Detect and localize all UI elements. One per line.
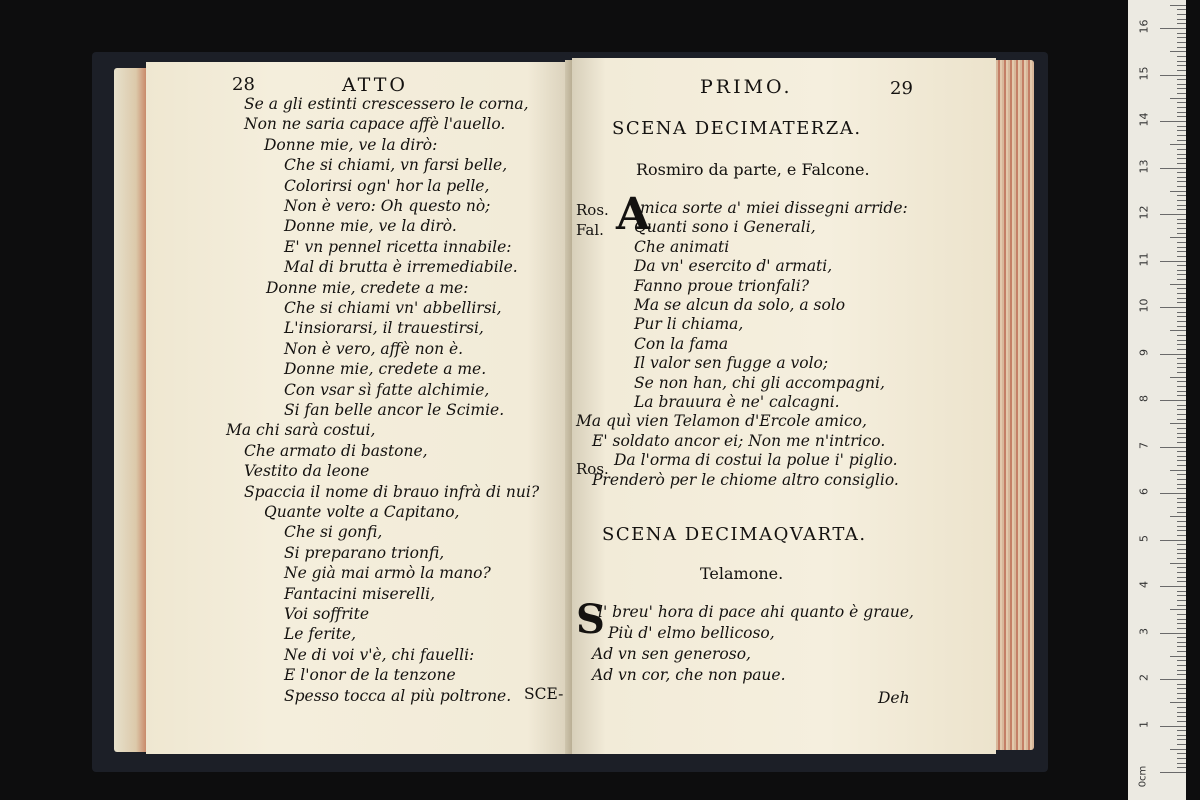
verse-line: E' vn pennel ricetta innabile: (284, 237, 512, 256)
ruler-tick (1177, 567, 1186, 568)
ruler-tick (1170, 749, 1186, 750)
ruler-tick (1170, 98, 1186, 99)
ruler-tick (1177, 9, 1186, 10)
verse-line: La brauura è ne' calcagni. (634, 393, 840, 411)
ruler-tick (1177, 205, 1186, 206)
ruler-tick (1177, 614, 1186, 615)
ruler-tick (1177, 600, 1186, 601)
ruler-label: 4 (1137, 581, 1151, 588)
ruler-tick (1177, 484, 1186, 485)
ruler-tick (1177, 623, 1186, 624)
ruler-tick (1170, 702, 1186, 703)
ruler-tick (1170, 656, 1186, 657)
ruler-tick (1177, 344, 1186, 345)
verse-line: Mal di brutta è irremediabile. (284, 258, 518, 277)
verse-line: Il valor sen fugge a volo; (634, 354, 829, 373)
ruler-tick (1177, 660, 1186, 661)
ruler-tick (1177, 479, 1186, 480)
drop-cap-s: S (576, 596, 605, 643)
ruler-tick (1177, 716, 1186, 717)
ruler-tick (1160, 121, 1186, 122)
ruler-tick (1177, 154, 1186, 155)
ruler-tick (1160, 261, 1186, 262)
ruler-tick (1160, 168, 1186, 169)
verse-line: E' soldato ancor ei; Non me n'intrico. (592, 431, 886, 450)
right-page-stack-edge (990, 60, 1034, 750)
ruler-label: 13 (1137, 159, 1151, 173)
ruler-label: 1 (1137, 720, 1151, 728)
ruler-tick (1177, 646, 1186, 647)
ruler-tick (1177, 451, 1186, 452)
ruler-tick (1177, 405, 1186, 406)
ruler-tick (1177, 549, 1186, 550)
verse-line: Con vsar sì fatte alchimie, (284, 380, 490, 399)
ruler-label: 2 (1137, 674, 1151, 681)
ruler-tick (1177, 163, 1186, 164)
verse-line: Donne mie, ve la dirò: (264, 135, 438, 154)
verse-line: Si fan belle ancor le Scimie. (284, 401, 505, 419)
ruler-tick (1177, 433, 1186, 434)
ruler-tick (1177, 186, 1186, 187)
ruler-tick (1177, 279, 1186, 280)
ruler-tick (1177, 102, 1186, 103)
ruler-tick (1177, 177, 1186, 178)
verse-line: Donne mie, ve la dirò. (284, 217, 457, 236)
ruler-tick (1160, 354, 1186, 355)
ruler-tick (1177, 363, 1186, 364)
ruler-label: 10 (1137, 298, 1151, 313)
ruler-tick (1177, 288, 1186, 289)
ruler-tick (1160, 586, 1186, 587)
ruler-tick (1177, 358, 1186, 359)
ruler-tick (1177, 372, 1186, 373)
verse-line: Con la fama (634, 334, 729, 353)
ruler-tick (1177, 474, 1186, 475)
verse-line: Quanti sono i Generali, (634, 218, 816, 237)
verse-line: Non è vero: Oh questo nò; (284, 197, 491, 215)
ruler-tick (1177, 93, 1186, 94)
verse-line: mica sorte a' miei dissegni arride: (640, 199, 908, 217)
ruler-tick (1177, 767, 1186, 768)
verse-line: Più d' elmo bellicoso, (608, 624, 775, 642)
ruler-tick (1177, 270, 1186, 271)
verse-line: Non è vero, affè non è. (284, 339, 464, 358)
verse-line: Che animati (634, 237, 730, 256)
ruler-tick (1177, 65, 1186, 66)
ruler-tick (1170, 51, 1186, 52)
ruler-tick (1177, 265, 1186, 266)
ruler-tick (1177, 349, 1186, 350)
ruler-tick (1177, 428, 1186, 429)
ruler-tick (1160, 772, 1186, 773)
ruler-tick (1177, 56, 1186, 57)
verse-line: Vestito da leone (244, 462, 370, 481)
ruler-tick (1177, 763, 1186, 764)
ruler-tick (1177, 340, 1186, 341)
verse-line: Prenderò per le chiome altro consiglio. (592, 470, 899, 489)
ruler-tick (1177, 739, 1186, 740)
ruler-tick (1177, 247, 1186, 248)
ruler-tick (1177, 521, 1186, 522)
verse-line: Spesso tocca al più poltrone. (284, 686, 512, 705)
ruler-tick (1177, 251, 1186, 252)
ruler-tick (1177, 135, 1186, 136)
ruler-label: 15 (1137, 66, 1151, 80)
ruler-label: 7 (1137, 441, 1151, 449)
ruler-tick (1177, 753, 1186, 754)
ruler-tick (1160, 540, 1186, 541)
ruler-tick (1170, 5, 1186, 6)
ruler-tick (1170, 330, 1186, 331)
ruler-tick (1177, 274, 1186, 275)
verse-line: Le ferite, (284, 625, 356, 644)
verse-line: Si preparano trionfi, (284, 543, 445, 562)
ruler-tick (1177, 302, 1186, 303)
verse-line: Se a gli estinti crescessero le corna, (244, 95, 529, 113)
ruler-tick (1177, 651, 1186, 652)
drop-cap-a: A (616, 189, 651, 240)
ruler-tick (1177, 130, 1186, 131)
verse-line: Spaccia il nome di brauo infrà di nui? (244, 482, 540, 501)
ruler-tick (1177, 535, 1186, 536)
left-page (146, 62, 570, 754)
ruler-tick (1160, 726, 1186, 727)
ruler-tick (1177, 149, 1186, 150)
verse-line: E l'onor de la tenzone (284, 666, 456, 685)
ruler-tick (1177, 37, 1186, 38)
ruler-tick (1177, 47, 1186, 48)
ruler-tick (1177, 730, 1186, 731)
verse-line: l' breu' hora di pace ahi quanto è graue, (598, 603, 914, 621)
ruler-tick (1177, 628, 1186, 629)
ruler-tick (1177, 707, 1186, 708)
verse-line: Da l'orma di costui la polue i' piglio. (614, 451, 898, 470)
ruler-label: 8 (1137, 395, 1151, 402)
ruler-tick (1177, 712, 1186, 713)
page-number-right: 29 (890, 78, 913, 99)
ruler-tick (1177, 456, 1186, 457)
ruler-tick (1177, 209, 1186, 210)
verse-line: Ad vn sen generoso, (592, 645, 751, 663)
ruler-label: 9 (1137, 348, 1151, 356)
ruler-tick (1177, 19, 1186, 20)
verse-line: Fanno proue trionfali? (634, 276, 810, 295)
ruler-tick (1160, 633, 1186, 634)
ruler-tick (1170, 191, 1186, 192)
ruler-tick (1177, 512, 1186, 513)
ruler-tick (1177, 312, 1186, 313)
ruler-tick (1170, 144, 1186, 145)
ruler-tick (1177, 526, 1186, 527)
ruler-tick (1177, 498, 1186, 499)
ruler-tick (1177, 79, 1186, 80)
ruler-tick (1160, 28, 1186, 29)
ruler-tick (1177, 61, 1186, 62)
ruler-tick (1170, 470, 1186, 471)
ruler-tick (1177, 42, 1186, 43)
ruler-label: 11 (1137, 252, 1151, 266)
verse-line: Colorirsi ogn' hor la pelle, (284, 176, 490, 195)
ruler-label: 16 (1137, 19, 1151, 34)
ruler-tick (1177, 140, 1186, 141)
verse-line: L'insiorarsi, il trauestirsi, (284, 319, 484, 338)
ruler-tick (1177, 744, 1186, 745)
ruler-tick (1177, 488, 1186, 489)
ruler-tick (1177, 558, 1186, 559)
ruler-label: 3 (1137, 627, 1151, 635)
ruler-tick (1170, 284, 1186, 285)
verse-line: Ad vn cor, che non paue. (592, 666, 786, 684)
verse-line: Ma se alcun da solo, a solo (634, 296, 846, 314)
ruler-tick (1177, 577, 1186, 578)
ruler-tick (1160, 447, 1186, 448)
ruler-tick (1177, 242, 1186, 243)
ruler-unit: 0cm (1137, 765, 1149, 788)
ruler-tick (1177, 460, 1186, 461)
verse-line: Ne già mai armò la mano? (284, 564, 491, 583)
ruler-tick (1177, 219, 1186, 220)
ruler-tick (1177, 530, 1186, 531)
ruler-tick (1170, 423, 1186, 424)
catchword-right: Deh (878, 689, 910, 707)
ruler-tick (1177, 637, 1186, 638)
verse-line: Che si chiami, vn farsi belle, (284, 156, 508, 175)
speaker-rosmiro-2: Ros. (576, 460, 609, 478)
ruler-tick (1177, 84, 1186, 85)
ruler-tick (1177, 116, 1186, 117)
verse-line: Ma chi sarà costui, (226, 421, 376, 440)
speaker-rosmiro: Ros. (576, 201, 609, 219)
ruler-label: 6 (1137, 488, 1151, 495)
verse-line: Ne di voi v'è, chi fauelli: (284, 645, 475, 664)
ruler-tick (1177, 172, 1186, 173)
verse-line: Donne mie, credete a me: (266, 278, 469, 297)
ruler-tick (1177, 735, 1186, 736)
ruler-tick (1177, 465, 1186, 466)
ruler-tick (1177, 223, 1186, 224)
ruler-tick (1170, 377, 1186, 378)
ruler-tick (1177, 391, 1186, 392)
ruler-tick (1177, 381, 1186, 382)
ruler-tick (1177, 256, 1186, 257)
verse-line: Che si gonfi, (284, 523, 383, 542)
ruler-tick (1160, 307, 1186, 308)
ruler-tick (1177, 33, 1186, 34)
ruler-tick (1177, 228, 1186, 229)
ruler-tick (1177, 688, 1186, 689)
ruler-tick (1160, 493, 1186, 494)
running-header-left: ATTO (342, 74, 408, 96)
verse-line: Voi soffrite (284, 605, 370, 623)
ruler-tick (1177, 595, 1186, 596)
ruler-tick (1170, 609, 1186, 610)
ruler-tick (1177, 107, 1186, 108)
verse-line: Che armato di bastone, (244, 441, 428, 460)
ruler-tick (1177, 721, 1186, 722)
scene-13-characters: Rosmiro da parte, e Falcone. (636, 160, 870, 179)
ruler-tick (1177, 367, 1186, 368)
scene-13-title: SCENA DECIMATERZA. (612, 118, 862, 139)
ruler-tick (1177, 670, 1186, 671)
ruler-tick (1177, 507, 1186, 508)
ruler-tick (1177, 326, 1186, 327)
verse-line: Quante volte a Capitano, (264, 503, 460, 521)
ruler-tick (1177, 553, 1186, 554)
ruler-tick (1177, 698, 1186, 699)
speaker-falcone: Fal. (576, 221, 604, 239)
ruler-label: 14 (1137, 112, 1151, 127)
ruler-tick (1177, 414, 1186, 415)
ruler-tick (1177, 544, 1186, 545)
ruler-tick (1177, 386, 1186, 387)
ruler-tick (1177, 395, 1186, 396)
ruler-tick (1177, 591, 1186, 592)
catchword-left: SCE- (524, 685, 564, 703)
verse-line: Donne mie, credete a me. (284, 360, 487, 379)
verse-line: Se non han, chi gli accompagni, (634, 373, 885, 392)
scene-14-characters: Telamone. (700, 564, 784, 583)
ruler-tick (1177, 158, 1186, 159)
running-header-right: PRIMO. (700, 76, 793, 98)
verse-line: Non ne saria capace affè l'auello. (244, 115, 506, 134)
ruler-tick (1177, 70, 1186, 71)
ruler-tick (1177, 298, 1186, 299)
ruler-tick (1177, 200, 1186, 201)
ruler-tick (1177, 316, 1186, 317)
measurement-ruler (1128, 0, 1186, 800)
ruler-tick (1177, 233, 1186, 234)
ruler-label: 12 (1137, 205, 1151, 220)
ruler-tick (1160, 679, 1186, 680)
verse-line: Pur li chiama, (634, 315, 744, 334)
ruler-tick (1170, 516, 1186, 517)
ruler-label: 5 (1137, 534, 1151, 542)
ruler-tick (1177, 126, 1186, 127)
verse-line: Che si chiami vn' abbellirsi, (284, 299, 502, 317)
ruler-tick (1177, 693, 1186, 694)
verse-line: Da vn' esercito d' armati, (634, 257, 833, 276)
ruler-tick (1170, 237, 1186, 238)
scene-14-title: SCENA DECIMAQVARTA. (602, 524, 867, 545)
right-page (572, 58, 996, 754)
ruler-tick (1177, 88, 1186, 89)
ruler-tick (1177, 605, 1186, 606)
ruler-tick (1177, 419, 1186, 420)
verse-line: Fantacini miserelli, (284, 584, 436, 603)
ruler-tick (1177, 572, 1186, 573)
ruler-tick (1177, 684, 1186, 685)
ruler-tick (1177, 437, 1186, 438)
ruler-tick (1177, 758, 1186, 759)
ruler-tick (1177, 335, 1186, 336)
ruler-tick (1177, 642, 1186, 643)
ruler-tick (1177, 293, 1186, 294)
ruler-tick (1177, 112, 1186, 113)
ruler-tick (1160, 214, 1186, 215)
ruler-tick (1160, 400, 1186, 401)
ruler-tick (1177, 502, 1186, 503)
ruler-tick (1177, 321, 1186, 322)
ruler-tick (1177, 665, 1186, 666)
ruler-tick (1177, 195, 1186, 196)
ruler-tick (1170, 563, 1186, 564)
ruler-tick (1177, 409, 1186, 410)
ruler-tick (1177, 181, 1186, 182)
ruler-tick (1177, 14, 1186, 15)
ruler-tick (1177, 674, 1186, 675)
ruler-tick (1177, 619, 1186, 620)
page-number-left: 28 (232, 74, 255, 95)
ruler-tick (1160, 75, 1186, 76)
ruler-tick (1177, 23, 1186, 24)
verse-line: Ma quì vien Telamon d'Ercole amico, (576, 412, 867, 431)
ruler-tick (1177, 581, 1186, 582)
ruler-tick (1177, 442, 1186, 443)
